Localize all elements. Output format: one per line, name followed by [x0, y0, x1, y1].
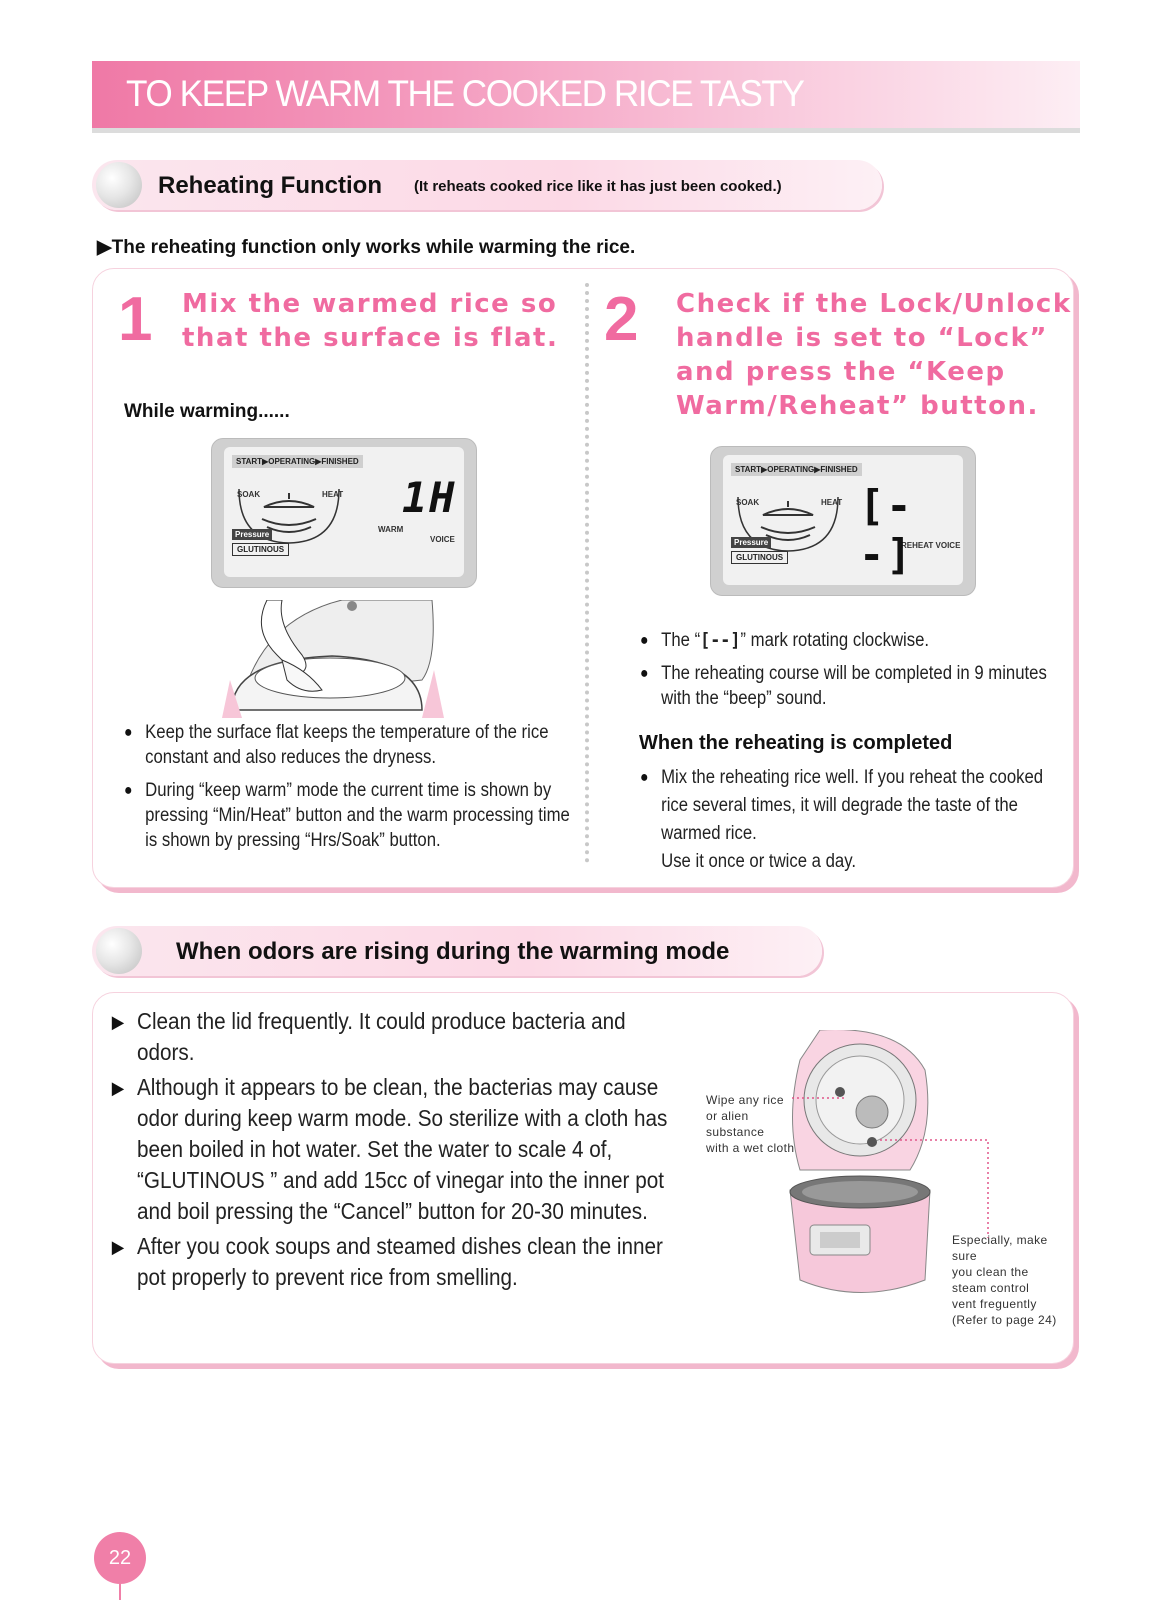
mixing-rice-illustration: [222, 600, 444, 718]
lcd-pressure: Pressure: [731, 537, 771, 548]
step1-instruction: [182, 287, 558, 355]
page-number-stem: [119, 1584, 121, 1600]
callout-line: or alien: [706, 1109, 749, 1123]
lcd-pressure: Pressure: [232, 529, 272, 540]
reheating-note-text: The reheating function only works while warming the rice.: [111, 237, 636, 258]
lcd-soak: SOAK: [237, 490, 261, 499]
step-number-2: 2: [604, 285, 639, 354]
section-title: Reheating Function: [158, 172, 382, 199]
callout-line: with a wet cloth: [706, 1141, 795, 1155]
callout-line: (Refer to page 24): [952, 1313, 1057, 1327]
bullet-text: Use it once or twice a day.: [661, 851, 856, 872]
lcd-sequence: START▶OPERATING▶FINISHED: [232, 455, 363, 468]
callout-line: vent freguently: [952, 1297, 1037, 1311]
list-item: ● During “keep warm” mode the current time is shown by pressing “Min/Heat” button and the warm processing time is shown by pressing “Hrs/Soak” button.: [124, 778, 581, 853]
callout-line: Wipe any rice: [706, 1093, 784, 1107]
lcd-panel-warm: [211, 438, 477, 588]
callout-wipe: [706, 1092, 794, 1156]
lcd-digits: 1H: [402, 473, 457, 522]
section-header-odors: [92, 926, 822, 976]
callout-steam-vent: [952, 1232, 1057, 1328]
lcd-digits: [--]: [859, 481, 914, 579]
bullet-text: The “: [661, 630, 701, 651]
arrow-right-icon: ▶: [97, 237, 112, 258]
list-item: [640, 764, 1061, 876]
odors-list: [110, 1006, 670, 1297]
lcd-heat: HEAT: [322, 490, 344, 499]
step1-line: that the surface is flat.: [182, 323, 559, 353]
step2-instruction: [676, 287, 1072, 423]
step2-line: handle is set to “Lock”: [676, 323, 1048, 353]
list-item: ▶ After you cook soups and steamed dishes clean the inner pot properly to prevent rice from smelling.: [110, 1231, 669, 1293]
lcd-soak: SOAK: [736, 498, 760, 507]
section-title: When odors are rising during the warming mode: [176, 938, 730, 965]
completed-label: When the reheating is completed: [639, 732, 953, 754]
rotating-mark-icon: [--]: [700, 629, 741, 651]
completed-bullets: [640, 764, 1060, 884]
lcd-screen: [723, 455, 963, 585]
title-banner: [92, 61, 1080, 133]
section-subtitle: (It reheats cooked rice like it has just been cooked.): [414, 178, 782, 195]
lcd-reheat-voice: REHEAT VOICE: [901, 541, 961, 550]
list-item: [640, 628, 1061, 653]
lcd-heat: HEAT: [821, 498, 843, 507]
lcd-panel-reheat: [710, 446, 976, 596]
step2-line: Check if the Lock/Unlock: [676, 289, 1072, 319]
lcd-warm: WARM: [378, 525, 404, 534]
lcd-glutinous: GLUTINOUS: [232, 543, 289, 556]
section-bullet-icon: [96, 928, 142, 974]
column-divider: [585, 283, 589, 863]
while-warming-label: While warming......: [124, 401, 290, 422]
lcd-sequence: START▶OPERATING▶FINISHED: [731, 463, 862, 476]
page-number: 22: [94, 1532, 146, 1584]
section-bullet-icon: [96, 162, 142, 208]
callout-line: Especially, make: [952, 1233, 1048, 1247]
list-item: ▶ Although it appears to be clean, the bacterias may cause odor during keep warm mode. So sterilize with a cloth has been boiled in hot water. Set the water to scale 4 of, “GLUTINOUS ” and add 15cc of vinegar into the inner pot and boil pressing the “Cancel” button for 20-30 minutes.: [110, 1072, 669, 1227]
list-item: ● The reheating course will be completed in 9 minutes with the “beep” sound.: [640, 661, 1061, 711]
page-title: TO KEEP WARM THE COOKED RICE TASTY: [126, 73, 804, 114]
step-number-1: 1: [118, 285, 153, 354]
step1-line: Mix the warmed rice so: [182, 289, 558, 319]
list-item: ▶ Clean the lid frequently. It could produce bacteria and odors.: [110, 1006, 669, 1068]
lcd-glutinous: GLUTINOUS: [731, 551, 788, 564]
step1-bullets: [124, 720, 580, 861]
step2-line: Warm/Reheat” button.: [676, 391, 1039, 421]
lcd-voice: VOICE: [430, 535, 455, 544]
lcd-screen: [224, 447, 464, 577]
reheating-note: [97, 236, 635, 259]
list-item: ● Keep the surface flat keeps the temperature of the rice constant and also reduces the dryness.: [124, 720, 581, 770]
step2-bullets: [640, 628, 1060, 719]
section-header-reheating: [92, 160, 882, 210]
callout-lines: [790, 1090, 990, 1240]
callout-line: you clean the: [952, 1265, 1029, 1279]
bullet-text: ” mark rotating clockwise.: [740, 630, 930, 651]
callout-line: sure: [952, 1249, 977, 1263]
callout-line: substance: [706, 1125, 765, 1139]
step2-line: and press the “Keep: [676, 357, 1006, 387]
bullet-text: Mix the reheating rice well. If you reheat the cooked rice several times, it will degrade the taste of the warmed rice.: [661, 767, 1044, 844]
callout-line: steam control: [952, 1281, 1030, 1295]
